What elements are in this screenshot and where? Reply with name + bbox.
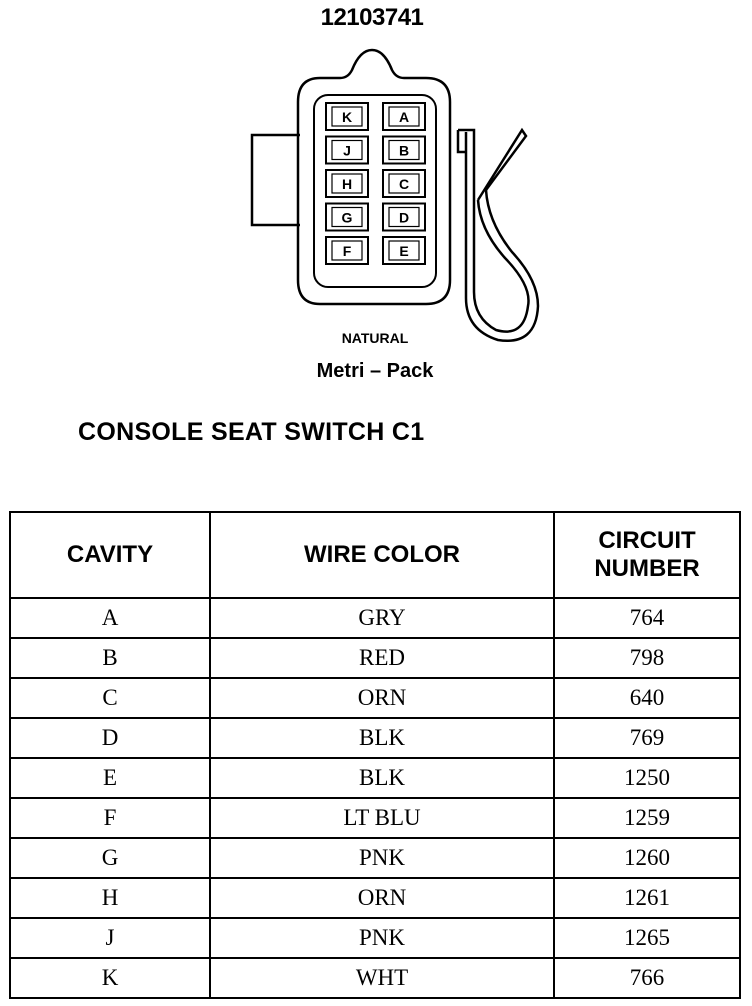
table-row	[10, 798, 740, 838]
cell-wire-color: ORN	[210, 878, 554, 918]
connector-housing	[298, 50, 450, 304]
table-row	[10, 838, 740, 878]
cavity-label: D	[398, 209, 410, 226]
cell-cavity: G	[10, 838, 210, 878]
cell-wire-color: BLK	[210, 718, 554, 758]
cell-circuit-number: 1259	[554, 798, 740, 838]
cell-wire-color: LT BLU	[210, 798, 554, 838]
table-row	[10, 678, 740, 718]
table-row	[10, 958, 740, 998]
table-body	[10, 598, 740, 998]
cavity-label: E	[399, 243, 409, 259]
cell-wire-color: WHT	[210, 958, 554, 998]
cavity-label: J	[343, 142, 351, 159]
cell-circuit-number: 769	[554, 718, 740, 758]
cell-cavity: B	[10, 638, 210, 678]
cell-wire-color: RED	[210, 638, 554, 678]
header-circuit-number	[554, 512, 740, 598]
cell-circuit-number: 640	[554, 678, 740, 718]
cell-cavity: D	[10, 718, 210, 758]
cavity-label: G	[341, 209, 353, 226]
cavity-label: A	[398, 109, 410, 125]
cell-wire-color: PNK	[210, 918, 554, 958]
cell-circuit-number: 1250	[554, 758, 740, 798]
cell-cavity: H	[10, 878, 210, 918]
table-header-row	[10, 512, 740, 598]
cell-cavity: A	[10, 598, 210, 638]
cell-cavity: K	[10, 958, 210, 998]
header-wire-color: WIRE COLOR	[210, 512, 554, 598]
connector-flange	[252, 135, 300, 225]
cell-circuit-number: 798	[554, 638, 740, 678]
cavity-column-right	[383, 103, 425, 264]
cell-circuit-number: 1261	[554, 878, 740, 918]
cell-circuit-number: 764	[554, 598, 740, 638]
cell-circuit-number: 1260	[554, 838, 740, 878]
connector-color-label: NATURAL	[341, 330, 409, 346]
cell-wire-color: GRY	[210, 598, 554, 638]
table-row	[10, 638, 740, 678]
table-row	[10, 718, 740, 758]
cell-cavity: J	[10, 918, 210, 958]
pinout-table	[9, 511, 741, 999]
cell-cavity: F	[10, 798, 210, 838]
table-row	[10, 758, 740, 798]
cavity-label: F	[342, 243, 352, 259]
header-cavity: CAVITY	[10, 512, 210, 598]
cell-wire-color: PNK	[210, 838, 554, 878]
part-number: 12103741	[320, 4, 424, 31]
header-circuit-line1: CIRCUIT	[598, 527, 696, 554]
cell-cavity: C	[10, 678, 210, 718]
table-row	[10, 878, 740, 918]
header-circuit-line2: NUMBER	[594, 555, 700, 582]
cavity-label: K	[341, 109, 353, 125]
table-row	[10, 918, 740, 958]
locking-clip	[458, 130, 538, 341]
cavity-label: B	[398, 142, 410, 159]
cell-circuit-number: 1265	[554, 918, 740, 958]
connector-family-label: Metri – Pack	[316, 360, 434, 382]
cavity-label: H	[341, 176, 353, 192]
cavity-column-left	[326, 103, 368, 264]
cell-wire-color: ORN	[210, 678, 554, 718]
table-row	[10, 598, 740, 638]
cell-cavity: E	[10, 758, 210, 798]
cell-circuit-number: 766	[554, 958, 740, 998]
diagram-title: CONSOLE SEAT SWITCH C1	[78, 418, 425, 446]
cavity-label: C	[398, 176, 410, 192]
cell-wire-color: BLK	[210, 758, 554, 798]
